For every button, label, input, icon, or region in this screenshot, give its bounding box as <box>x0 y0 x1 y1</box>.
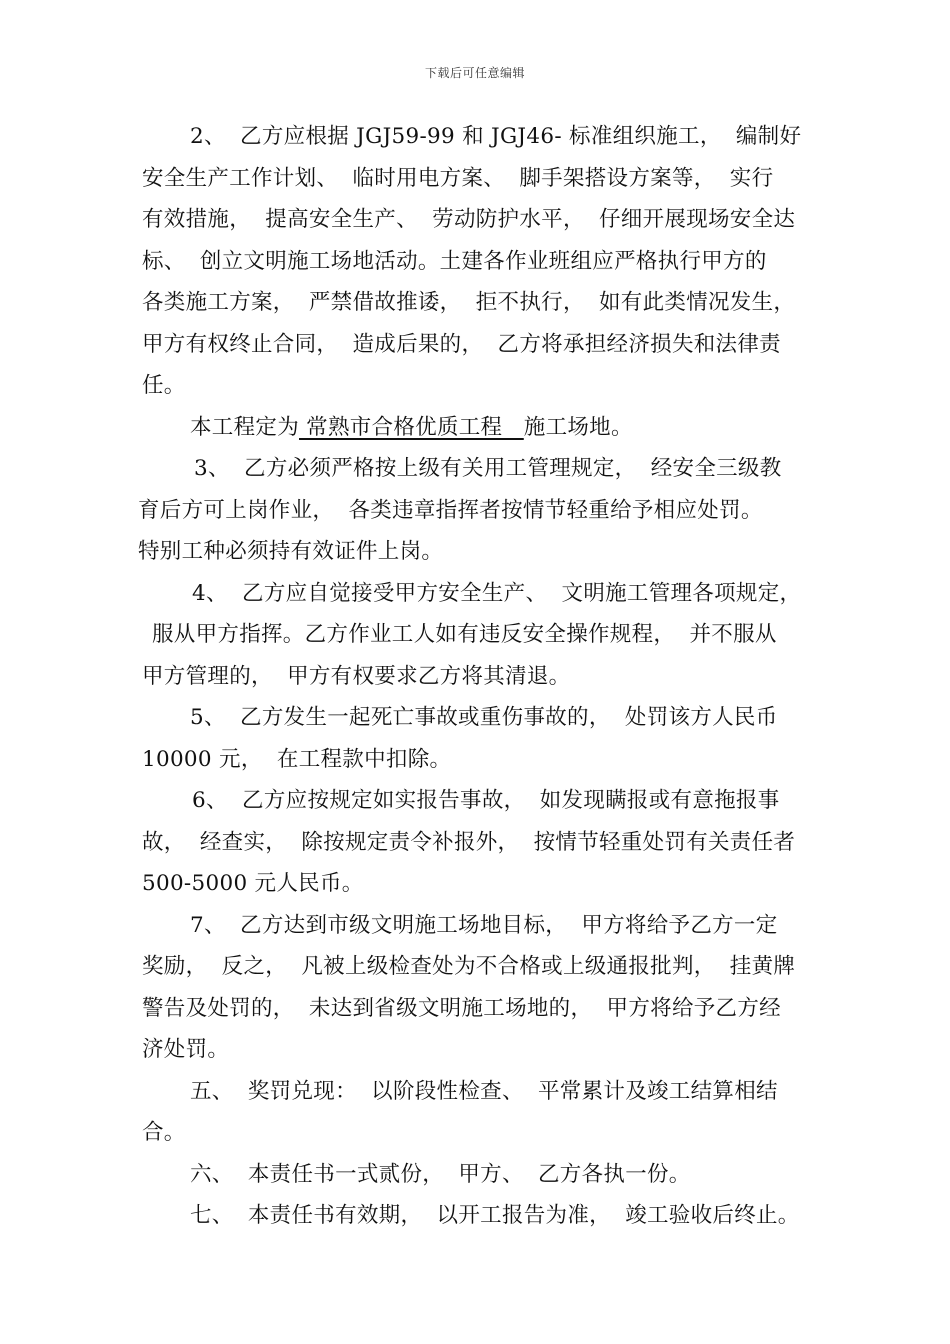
text-line: 济处罚。 <box>142 1037 230 1062</box>
project-name: 常熟市合格优质工程 <box>299 414 524 440</box>
text-line: 六、 本责任书一式贰份， 甲方、 乙方各执一份。 <box>190 1161 691 1187</box>
text-line: 任。 <box>142 373 186 398</box>
clauses-block <box>138 448 818 1237</box>
text-line: 育后方可上岗作业， 各类违章指挥者按情节轻重给予相应处罚。 <box>138 497 763 523</box>
project-line <box>138 407 818 449</box>
text-line: 4、 乙方应自觉接受甲方安全生产、 文明施工管理各项规定， <box>192 580 802 606</box>
text-line: 各类施工方案， 严禁借故推诿， 拒不执行， 如有此类情况发生， <box>142 290 796 315</box>
text-line: 6、 乙方应按规定如实报告事故， 如发现瞒报或有意拖报事 <box>192 788 780 813</box>
text-line: 奖励， 反之， 凡被上级检查处为不合格或上级通报批判， 挂黄牌 <box>142 954 796 979</box>
text-line: 500-5000 元人民币。 <box>142 871 364 896</box>
text-line: 3、 乙方必须严格按上级有关用工管理规定， 经安全三级教 <box>194 456 782 481</box>
text-line: 有效措施， 提高安全生产、 劳动防护水平， 仔细开展现场安全达 <box>142 207 796 232</box>
page-header: 下载后可任意编辑 <box>424 66 525 80</box>
project-prefix: 本工程定为 <box>190 414 300 440</box>
text-line: 特别工种必须持有效证件上岗。 <box>138 539 444 564</box>
text-line: 七、 本责任书有效期， 以开工报告为准， 竣工验收后终止。 <box>190 1203 800 1228</box>
text-line: 故， 经查实， 除按规定责令补报外， 按情节轻重处罚有关责任者 <box>142 829 796 855</box>
project-suffix: 施工场地。 <box>523 414 633 440</box>
text-line: 标、 创立文明施工场地活动。土建各作业班组应严格执行甲方的 <box>142 248 767 274</box>
clause-2-block <box>138 116 818 407</box>
text-line: 五、 奖罚兑现： 以阶段性检查、 平常累计及竣工结算相结 <box>190 1078 778 1104</box>
text-line: 甲方有权终止合同， 造成后果的， 乙方将承担经济损失和法律责 <box>142 331 781 357</box>
text-line: 甲方管理的， 甲方有权要求乙方将其清退。 <box>142 663 571 689</box>
document-body <box>138 116 818 1237</box>
text-line: 合。 <box>142 1120 186 1145</box>
text-line: 2、 乙方应根据 JGJ59-99 和 JGJ46- 标准组织施工， 编制好 <box>190 124 802 149</box>
text-line: 10000 元， 在工程款中扣除。 <box>142 746 452 772</box>
text-line: 安全生产工作计划、 临时用电方案、 脚手架搭设方案等， 实行 <box>142 165 774 191</box>
text-line: 7、 乙方达到市级文明施工场地目标， 甲方将给予乙方一定 <box>190 912 778 938</box>
text-line: 警告及处罚的， 未达到省级文明施工场地的， 甲方将给予乙方经 <box>142 995 781 1021</box>
text-line: 5、 乙方发生一起死亡事故或重伤事故的， 处罚该方人民币 <box>190 705 778 730</box>
text-line: 服从甲方指挥。乙方作业工人如有违反安全操作规程， 并不服从 <box>152 622 777 647</box>
